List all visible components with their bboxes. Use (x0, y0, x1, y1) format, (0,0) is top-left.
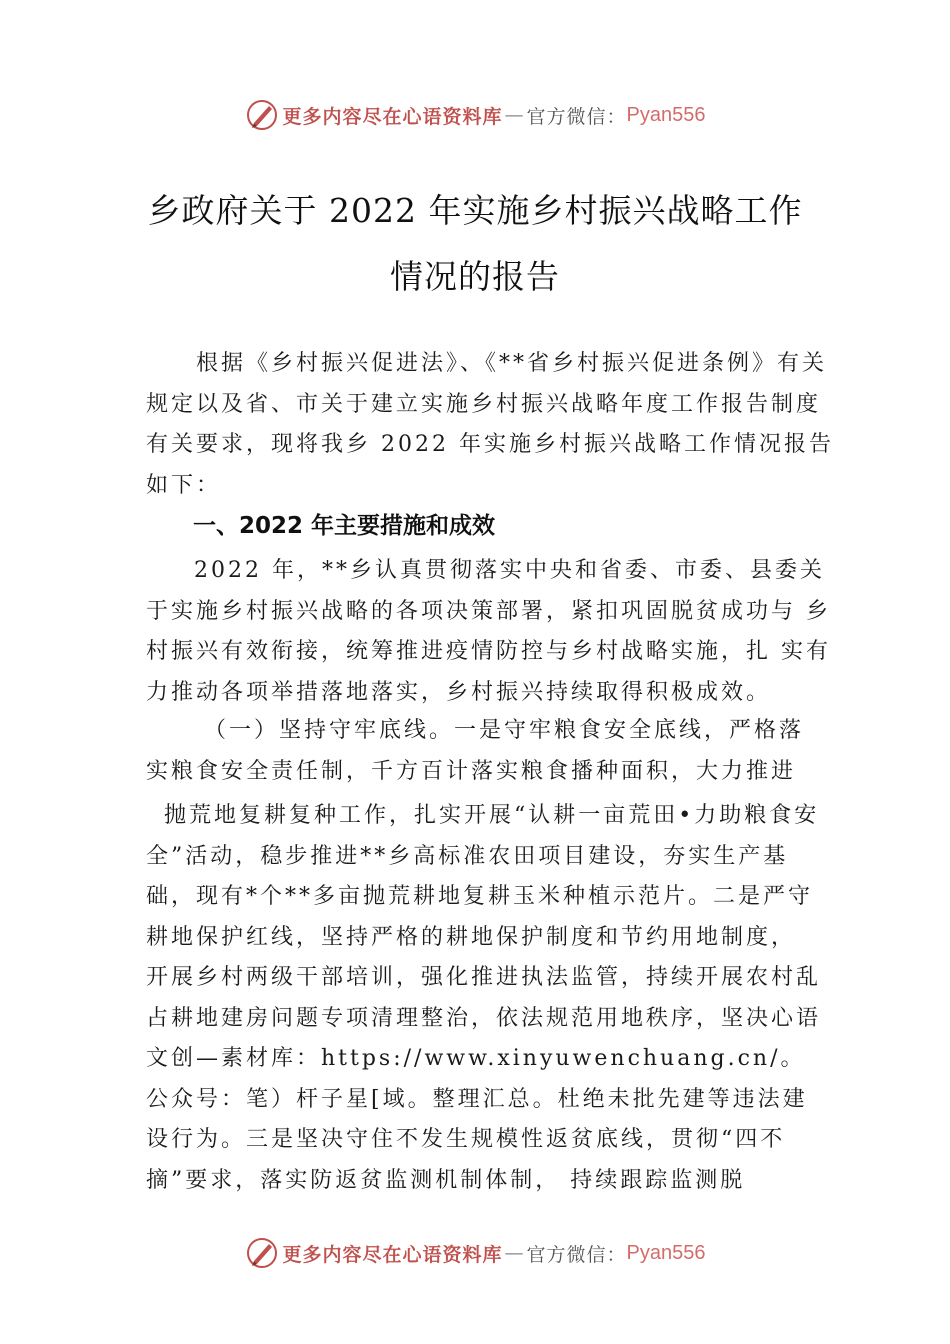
pen-logo-icon (245, 1236, 279, 1270)
banner-brand: 更多内容尽在心语资料库 (282, 105, 503, 128)
banner-wechat-label: 官方微信： (526, 105, 627, 128)
footer-banner (0, 1233, 950, 1273)
title-line-1: 乡政府关于 2022 年实施乡村振兴战略工作 (147, 191, 803, 230)
summary-paragraph: 2022 年，**乡认真贯彻落实中央和省委、市委、县委关于实施乡村振兴战略的各项决策部署，紧扣巩固脱贫成功与 乡村振兴有效衔接，统筹推进疫情防控与乡村战略实施，扎 实有力推动各项举措落地落实，乡村振兴持续取得积极成效。 (146, 558, 831, 705)
pen-logo-icon (245, 98, 279, 132)
banner-dash: — (504, 1242, 525, 1264)
banner-dash: — (504, 104, 525, 126)
banner-handle: Pyan556 (626, 1241, 706, 1264)
section-heading: 一、2022 年主要措施和成效 (193, 513, 496, 539)
header-banner (0, 95, 950, 135)
title-line-2: 情况的报告 (390, 257, 560, 296)
intro-paragraph: 根据《乡村振兴促进法》、《**省乡村振兴促进条例》有关规定以及省、市关于建立实施乡村振兴战略年度工作报告制度有关要求，现将我乡 2022 年实施乡村振兴战略工作情况报告如下： (146, 351, 834, 498)
banner-handle: Pyan556 (626, 103, 706, 126)
banner-wechat-label: 官方微信： (526, 1243, 627, 1266)
subsection-1-paragraph-top: （一）坚持守牢底线。一是守牢粮食安全底线，严格落实粮食安全责任制，千方百计落实粮食播种面积，大力推进 (146, 718, 805, 784)
subsection-1-paragraph-rest: 抛荒地复耕复种工作，扎实开展“认耕一亩荒田•力助粮食安全”活动，稳步推进**乡高标准农田项目建设，夯实生产基础，现有*个**多亩抛荒耕地复耕玉米种植示范片。二是严守耕地保护红线，坚持严格的耕地保护制度和节约用地制度， 开展乡村两级干部培训，强化推进执法监管，持续开展农村乱占耕地建房问题专项清理整治，依法规范用地秩序，坚决心语文创—素材库：https://www.xinyuwenchuang.cn/。公众号：笔）杆子星[域。整理汇总。杜绝未批先建等违法建设行为。三是坚决守住不发生规模性返贫底线，贯彻“四不摘”要求，落实防返贫监测机制体制， 持续跟踪监测脱 (146, 803, 822, 1193)
page-title (100, 178, 850, 310)
banner-brand: 更多内容尽在心语资料库 (282, 1243, 503, 1266)
